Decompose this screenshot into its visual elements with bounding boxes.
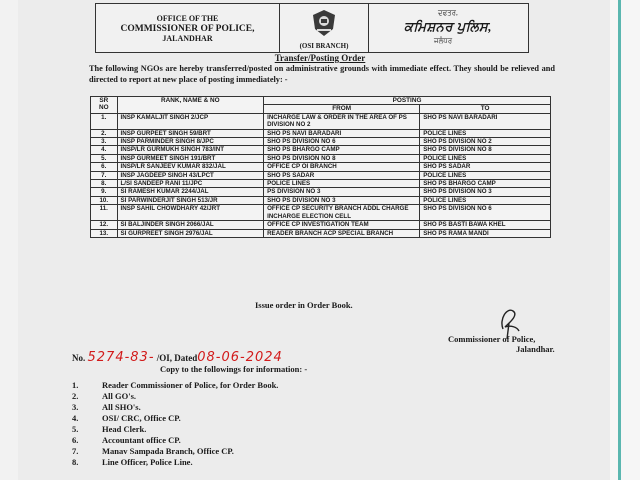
- table-row: [91, 146, 551, 154]
- cell-to: SHO PS DIVISION NO 8: [420, 146, 551, 154]
- list-number: 3.: [72, 402, 79, 412]
- cell-name: INSP/LR GURMUKH SINGH 783/INT: [117, 146, 264, 154]
- cell-to: SHO PS NAVI BARADARI: [420, 113, 551, 129]
- cell-to: POLICE LINES: [420, 154, 551, 162]
- header-sr: SR NO: [91, 97, 118, 114]
- cell-name: INSP JAGDEEP SINGH 43/LPCT: [117, 171, 264, 179]
- page-edge-strip: [610, 0, 640, 480]
- cell-from: SHO PS DIVISION NO 8: [264, 154, 420, 162]
- cell-sr: 6.: [91, 163, 118, 171]
- table-row: [91, 221, 551, 229]
- cell-from: POLICE LINES: [264, 180, 420, 188]
- cell-to: SHO PS SADAR: [420, 163, 551, 171]
- list-text: Manav Sampada Branch, Office CP.: [102, 446, 234, 456]
- header-posting: POSTING: [264, 97, 551, 105]
- posting-table: [90, 96, 551, 238]
- cell-from: SHO PS BHARGO CAMP: [264, 146, 420, 154]
- list-item: [72, 457, 278, 468]
- letterhead-office: [96, 4, 280, 52]
- list-text: OSI/ CRC, Office CP.: [102, 413, 181, 423]
- list-number: 1.: [72, 380, 79, 390]
- cell-from: SHO PS SADAR: [264, 171, 420, 179]
- edge-line: [618, 0, 621, 480]
- list-item: [72, 402, 278, 413]
- cell-from: OFFICE CP OI BRANCH: [264, 163, 420, 171]
- list-text: Accountant office CP.: [102, 435, 181, 445]
- table-row: [91, 138, 551, 146]
- cell-name: INSP/LR SANJEEV KUMAR 832/JAL: [117, 163, 264, 171]
- table-row: [91, 196, 551, 204]
- table-row: [91, 154, 551, 162]
- handwritten-date: 08-06-2024: [197, 350, 283, 365]
- list-item: [72, 380, 278, 391]
- office-line1: OFFICE OF THE: [156, 14, 219, 23]
- table-row: [91, 163, 551, 171]
- cell-name: SI GURPREET SINGH 2976/JAL: [117, 229, 264, 237]
- table-row: [91, 188, 551, 196]
- cell-to: POLICE LINES: [420, 129, 551, 137]
- cell-to: SHO PS BASTI BAWA KHEL: [420, 221, 551, 229]
- list-number: 8.: [72, 457, 79, 467]
- gurmukhi-line3: ਜਲੰਧਰ: [434, 37, 453, 45]
- table-row: [91, 113, 551, 129]
- cell-sr: 11.: [91, 205, 118, 221]
- list-item: [72, 413, 278, 424]
- cell-name: SI BALJINDER SINGH 2066/JAL: [117, 221, 264, 229]
- office-line2: COMMISSIONER OF POLICE,: [120, 24, 255, 34]
- cell-name: INSP PARMINDER SINGH 8/JPC: [117, 138, 264, 146]
- cell-to: SHO PS DIVISION NO 6: [420, 205, 551, 221]
- cell-sr: 12.: [91, 221, 118, 229]
- no-label: No.: [72, 353, 86, 363]
- cell-sr: 13.: [91, 229, 118, 237]
- letterhead-gurmukhi: [368, 4, 528, 52]
- scan-edge: [0, 0, 18, 480]
- cell-to: SHO PS RAMA MANDI: [420, 229, 551, 237]
- cell-sr: 5.: [91, 154, 118, 162]
- cell-name: SI RAMESH KUMAR 2244/JAL: [117, 188, 264, 196]
- distribution-list: [72, 380, 278, 468]
- list-text: Reader Commissioner of Police, for Order Book.: [102, 380, 279, 390]
- cell-name: L/SI SANDEEP RANI 11/JPC: [117, 180, 264, 188]
- signatory-title: Commissioner of Police,: [448, 334, 536, 344]
- cell-sr: 9.: [91, 188, 118, 196]
- cell-name: INSP KAMALJIT SINGH 2/JCP: [117, 113, 264, 129]
- copy-line: Copy to the followings for information: -: [160, 364, 308, 374]
- cell-from: OFFICE CP INVESTIGATION TEAM: [264, 221, 420, 229]
- cell-name: SI PARWINDERJIT SINGH 513/JR: [117, 196, 264, 204]
- header-rank: RANK, NAME & NO: [117, 97, 264, 114]
- issue-note: Issue order in Order Book.: [255, 300, 353, 310]
- cell-sr: 3.: [91, 138, 118, 146]
- cell-sr: 10.: [91, 196, 118, 204]
- cell-sr: 8.: [91, 180, 118, 188]
- list-item: [72, 424, 278, 435]
- list-text: All GO's.: [102, 391, 137, 401]
- list-number: 7.: [72, 446, 79, 456]
- cell-sr: 4.: [91, 146, 118, 154]
- police-emblem-icon: [311, 9, 337, 37]
- cell-name: INSP SAHIL CHOWDHARY 42/JRT: [117, 205, 264, 221]
- cell-to: POLICE LINES: [420, 196, 551, 204]
- list-number: 4.: [72, 413, 79, 423]
- cell-from: OFFICE CP SECURITY BRANCH ADDL CHARGE INCHARGE ELECTION CELL: [264, 205, 420, 221]
- order-intro: The following NGOs are hereby transferred/posted on administrative grounds with immediate effect. They should be relieved and directed to report at new place of posting immediately: -: [89, 64, 555, 84]
- cell-from: INCHARGE LAW & ORDER IN THE AREA OF PS DIVISION NO 2: [264, 113, 420, 129]
- office-line3: JALANDHAR: [162, 34, 213, 43]
- table-row: [91, 180, 551, 188]
- signatory: [448, 334, 555, 354]
- list-text: Head Clerk.: [102, 424, 147, 434]
- table-row: [91, 229, 551, 237]
- cell-sr: 7.: [91, 171, 118, 179]
- handwritten-number: 5274-83-: [87, 350, 155, 365]
- cell-from: SHO PS NAVI BARADARI: [264, 129, 420, 137]
- list-text: Line Officer, Police Line.: [102, 457, 193, 467]
- list-item: [72, 435, 278, 446]
- cell-to: SHO PS DIVISION NO 3: [420, 188, 551, 196]
- list-item: [72, 391, 278, 402]
- cell-to: SHO PS DIVISION NO 2: [420, 138, 551, 146]
- cell-from: SHO PS DIVISION NO 3: [264, 196, 420, 204]
- cell-name: INSP GURPEET SINGH 59/BRT: [117, 129, 264, 137]
- cell-from: SHO PS DIVISION NO 6: [264, 138, 420, 146]
- cell-to: SHO PS BHARGO CAMP: [420, 180, 551, 188]
- cell-sr: 2.: [91, 129, 118, 137]
- list-item: [72, 446, 278, 457]
- letterhead: [95, 3, 529, 53]
- cell-name: INSP GURMEET SINGH 191/BRT: [117, 154, 264, 162]
- list-text: All SHO's.: [102, 402, 141, 412]
- header-from: FROM: [264, 105, 420, 113]
- list-number: 6.: [72, 435, 79, 445]
- cell-from: READER BRANCH ACP SPECIAL BRANCH: [264, 229, 420, 237]
- cell-sr: 1.: [91, 113, 118, 129]
- no-mid: /OI, Dated: [156, 353, 198, 363]
- cell-from: PS DIVISION NO 3: [264, 188, 420, 196]
- table-row: [91, 171, 551, 179]
- branch-label: (OSI BRANCH): [299, 42, 349, 50]
- order-heading: Transfer/Posting Order: [274, 53, 366, 63]
- letterhead-emblem: [280, 4, 369, 52]
- cell-to: POLICE LINES: [420, 171, 551, 179]
- table-row: [91, 129, 551, 137]
- gurmukhi-line2: ਕਮਿਸ਼ਨਰ ਪੁਲਿਸ,: [404, 19, 492, 34]
- header-to: TO: [420, 105, 551, 113]
- list-number: 5.: [72, 424, 79, 434]
- list-number: 2.: [72, 391, 79, 401]
- reference-line: [72, 350, 283, 365]
- gurmukhi-line1: ਦਫਤਰ,: [438, 9, 458, 17]
- table-row: [91, 205, 551, 221]
- signatory-place: Jalandhar.: [516, 344, 555, 354]
